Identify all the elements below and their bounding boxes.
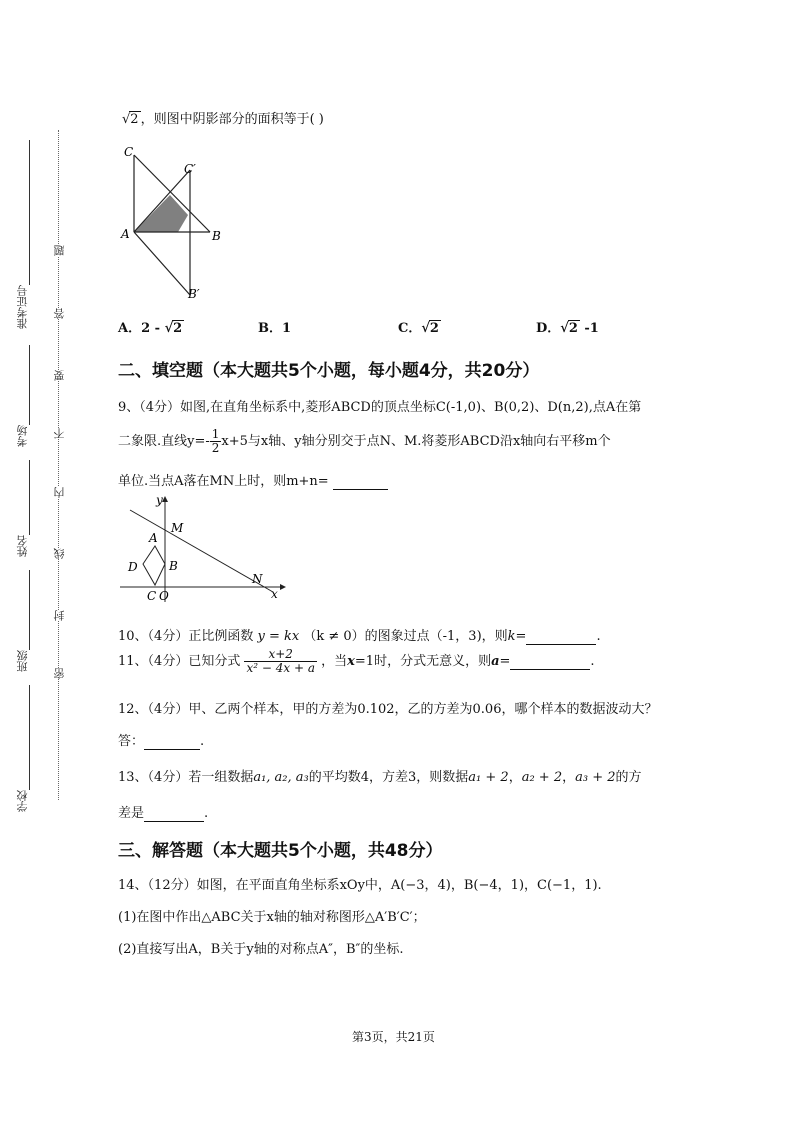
- seal-char: 线: [53, 548, 66, 559]
- q11-a: a: [491, 654, 500, 669]
- q13-d1: a₁ + 2: [468, 770, 509, 785]
- option-d-prefix: D．: [536, 321, 561, 336]
- q8-stem-text: ，则图中阴影部分的面积等于( ): [140, 112, 324, 127]
- q9-line-2-post: x+5与x轴、y轴分别交于点N、M.将菱形ABCD沿x轴向右平移m个: [221, 434, 611, 449]
- seal-char: 题: [53, 245, 66, 256]
- q11-mid2: =1时，分式无意义，则: [354, 654, 492, 669]
- q13-sep: ，: [562, 770, 576, 785]
- q10-function: y = kx: [257, 629, 300, 644]
- rhombus-abcd: [143, 546, 165, 585]
- q13-line-2: [118, 802, 208, 822]
- answer-blank[interactable]: [144, 734, 200, 750]
- q11-eq: =: [499, 654, 511, 669]
- q13-sep: ，: [508, 770, 522, 785]
- margin-line-5: [29, 685, 30, 790]
- q9-line-2-pre: 二象限.直线y=-: [118, 434, 210, 449]
- margin-line-3: [29, 460, 30, 535]
- fraction-denominator: x² − 4x + a: [246, 661, 315, 675]
- seal-char: 封: [53, 610, 66, 621]
- label-A: A: [149, 531, 158, 545]
- q10-mid: 的图象过点（-1，3)，则: [364, 629, 508, 644]
- sqrt-radicand: 2: [173, 321, 183, 336]
- margin-line-1: [29, 140, 30, 285]
- q9-line-3: [118, 470, 388, 490]
- answer-blank[interactable]: [526, 629, 596, 645]
- q11-pre: 11、（4分）已知分式: [118, 654, 241, 669]
- q9-line-3-text: 单位.当点A落在MN上时，则m+n=: [118, 474, 329, 489]
- label-D: D: [128, 560, 138, 574]
- label-O: O: [159, 589, 169, 603]
- label-B: B: [169, 559, 178, 573]
- section-3-title: 三、解答题（本大题共5个小题，共48分）: [118, 841, 443, 861]
- seal-char: 答: [53, 308, 66, 319]
- label-y: y: [156, 493, 163, 507]
- y-axis-arrow: [162, 496, 168, 502]
- label-C: C: [124, 145, 134, 159]
- seal-dotted-line: [58, 130, 59, 800]
- q11: [118, 648, 595, 675]
- option-c: C．√2: [398, 321, 439, 336]
- seal-char: 要: [53, 370, 66, 381]
- fraction: [210, 428, 222, 455]
- q13-d2: a₂ + 2: [521, 770, 563, 785]
- q14-line-1: 14、（12分）如图，在平面直角坐标系xOy中，A(−3，4)，B(−4，1)，C(−1，1).: [118, 878, 602, 893]
- label-C: C: [147, 589, 157, 603]
- q13-dot: .: [204, 806, 209, 821]
- margin-label-name: 姓名: [16, 535, 29, 557]
- q10-k: k: [507, 629, 516, 644]
- q9-figure: [118, 490, 288, 605]
- label-N: N: [252, 572, 263, 586]
- answer-blank[interactable]: [510, 654, 590, 670]
- q8-stem: √2 ，则图中阴影部分的面积等于( ): [122, 112, 324, 127]
- seal-char: 不: [53, 428, 66, 439]
- option-a-prefix: A．2 -: [118, 321, 161, 336]
- option-c-prefix: C．: [398, 321, 422, 336]
- margin-line-4: [29, 570, 30, 650]
- section-2-title: 二、填空题（本大题共5个小题，每小题4分，共20分）: [118, 361, 540, 381]
- seal-char: 内: [53, 487, 66, 498]
- fraction-denominator: 2: [211, 441, 220, 455]
- q9-line-2: [118, 428, 611, 455]
- q9-line-1: 9、（4分）如图,在直角坐标系中,菱形ABCD的顶点坐标C(-1,0)、B(0,2)、D(n,2),点A在第: [118, 400, 642, 415]
- segment: [134, 232, 190, 295]
- q11-mid: ，当: [321, 654, 348, 669]
- margin-label-exam-number: 准考证号: [16, 285, 29, 329]
- q13-line-2-text: 差是: [118, 806, 145, 821]
- fraction-numerator: x+2: [244, 648, 317, 662]
- margin-line-2: [29, 345, 30, 425]
- label-A: A: [121, 227, 130, 241]
- fraction: [244, 648, 317, 675]
- sqrt-radicand: 2: [130, 112, 139, 127]
- q13-vars: a₁, a₂, a₃: [253, 770, 309, 785]
- fraction-numerator: 1: [211, 427, 220, 441]
- q12-dot: .: [200, 734, 205, 749]
- option-d: D．√2 -1: [536, 321, 599, 336]
- margin-label-class: 班级: [16, 650, 29, 672]
- option-a: A．2 - √2: [118, 321, 183, 336]
- q13-d3: a₃ + 2: [575, 770, 616, 785]
- label-M: M: [171, 521, 184, 535]
- answer-blank[interactable]: [144, 806, 204, 822]
- option-b: B．1: [258, 321, 292, 336]
- margin-label-exam-room: 考场: [16, 425, 29, 447]
- q8-figure: [118, 140, 228, 305]
- q13-line-1: [118, 766, 642, 785]
- margin-label-school: 学校: [16, 790, 29, 812]
- q12-answer: [118, 730, 204, 750]
- label-C-prime: C′: [184, 162, 196, 176]
- option-d-suffix: -1: [584, 321, 599, 336]
- q13-mid: 的平均数4，方差3，则数据: [308, 770, 469, 785]
- page-footer: 第3页，共21页: [352, 1030, 435, 1044]
- x-axis-arrow: [280, 584, 286, 590]
- q12-answer-label: 答：: [118, 734, 145, 749]
- q11-x: x: [347, 654, 355, 669]
- label-B: B: [212, 229, 221, 243]
- q13-pre: 13、（4分）若一组数据: [118, 770, 254, 785]
- sqrt-radicand: 2: [429, 321, 439, 336]
- label-x: x: [271, 587, 278, 601]
- q10: [118, 625, 601, 645]
- q11-dot: .: [590, 654, 595, 669]
- label-B-prime: B′: [188, 287, 200, 301]
- q12-line-1: 12、（4分）甲、乙两个样本，甲的方差为0.102，乙的方差为0.06，哪个样本的数据波动大？: [118, 702, 658, 717]
- q10-cond: （k ≠ 0）: [303, 629, 365, 644]
- q10-eq: =: [515, 629, 527, 644]
- q14-item-1: (1)在图中作出△ABC关于x轴的轴对称图形△A′B′C′；: [118, 910, 426, 925]
- q14-item-2: (2)直接写出A，B关于y轴的对称点A″，B″的坐标.: [118, 942, 404, 957]
- q10-pre: 10、（4分）正比例函数: [118, 629, 254, 644]
- sqrt-radicand: 2: [568, 321, 578, 336]
- q13-end: 的方: [615, 770, 642, 785]
- q10-dot: .: [596, 629, 601, 644]
- shaded-region: [134, 195, 188, 232]
- seal-char: 密: [53, 668, 66, 679]
- answer-blank[interactable]: [333, 474, 388, 490]
